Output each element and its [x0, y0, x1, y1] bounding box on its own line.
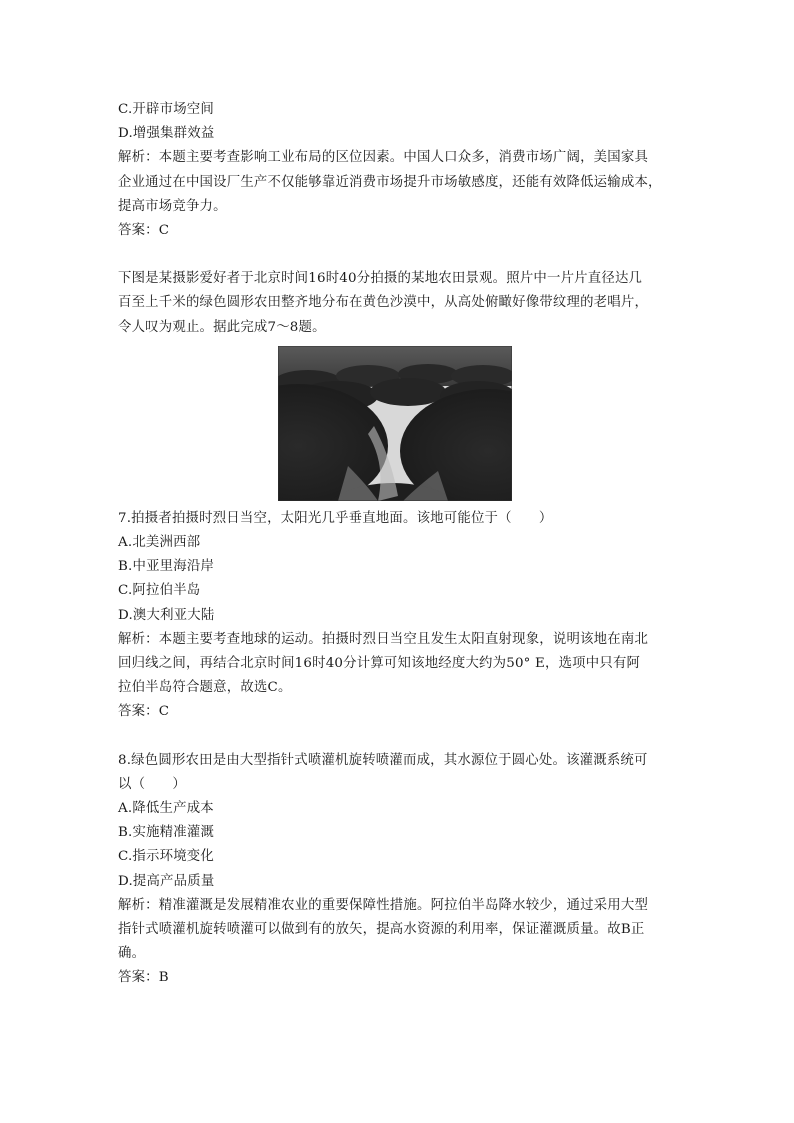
circular-fields-image [278, 346, 512, 501]
option-a: A.降低生产成本 [118, 801, 214, 817]
option-b: B.实施精准灌溉 [118, 825, 215, 841]
question-stem: 8.绿色圆形农田是由大型指针式喷灌机旋转喷灌而成，其水源位于圆心处。该灌溉系统可 [118, 752, 648, 768]
option-a: A.北美洲西部 [118, 535, 201, 551]
document-page [118, 98, 678, 991]
analysis-line: 拉伯半岛符合题意，故选C。 [118, 680, 292, 696]
farmland-photo [278, 346, 512, 501]
question-6-continuation [118, 98, 678, 243]
answer-line: 答案：C [118, 223, 170, 239]
question-stem: 以（ ） [118, 776, 186, 792]
option-c: C.阿拉伯半岛 [118, 583, 201, 599]
option-c: C.指示环境变化 [118, 849, 214, 865]
option-d: D.提高产品质量 [118, 873, 215, 889]
answer-line: 答案：C [118, 704, 170, 720]
analysis-line: 确。 [118, 946, 146, 962]
question-stem: 7.拍摄者拍摄时烈日当空，太阳光几乎垂直地面。该地可能位于（ ） [118, 510, 553, 526]
option-d: D.增强集群效益 [118, 126, 215, 142]
intro-line: 令人叹为观止。据此完成7～8题。 [118, 319, 326, 335]
passage-intro [118, 267, 678, 340]
question-8 [118, 749, 678, 991]
intro-line: 百至上千米的绿色圆形农田整齐地分布在黄色沙漠中，从高处俯瞰好像带纹理的老唱片， [118, 295, 649, 311]
intro-line: 下图是某摄影爱好者于北京时间16时40分拍摄的某地农田景观。照片中一片片直径达几 [118, 271, 643, 287]
analysis-line: 企业通过在中国设厂生产不仅能够靠近消费市场提升市场敏感度，还能有效降低运输成本， [118, 174, 662, 190]
option-c: C.开辟市场空间 [118, 102, 214, 117]
analysis-line: 回归线之间，再结合北京时间16时40分计算可知该地经度大约为50° E，选项中只有阿 [118, 656, 641, 672]
analysis-line: 解析：本题主要考查影响工业布局的区位因素。中国人口众多，消费市场广阔，美国家具 [118, 150, 649, 166]
analysis-line: 解析：本题主要考查地球的运动。拍摄时烈日当空且发生太阳直射现象，说明该地在南北 [118, 631, 649, 647]
option-b: B.中亚里海沿岸 [118, 559, 215, 575]
option-d: D.澳大利亚大陆 [118, 607, 215, 623]
analysis-line: 提高市场竞争力。 [118, 198, 227, 214]
answer-line: 答案：B [118, 970, 169, 986]
question-7 [118, 507, 678, 725]
analysis-line: 解析：精准灌溉是发展精准农业的重要保障性措施。阿拉伯半岛降水较少，通过采用大型 [118, 897, 649, 913]
analysis-line: 指针式喷灌机旋转喷灌可以做到有的放矢，提高水资源的利用率，保证灌溉质量。故B正 [118, 922, 645, 938]
